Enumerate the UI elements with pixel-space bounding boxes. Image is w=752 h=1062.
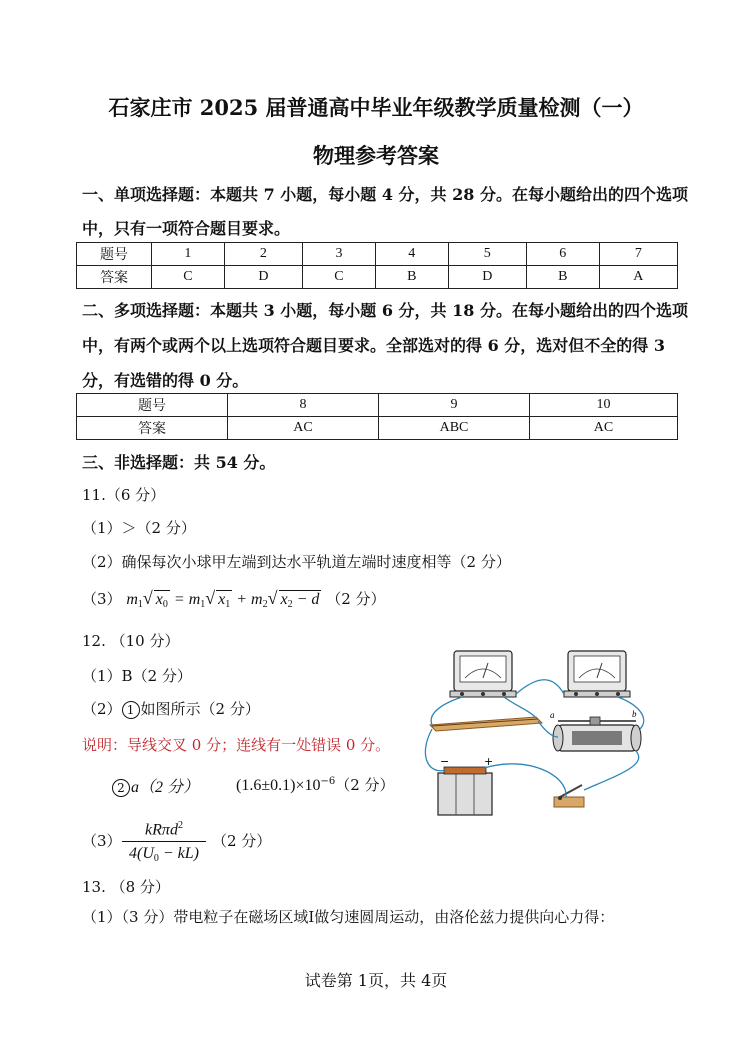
table-cell: 6 [526,243,599,266]
page-title: 石家庄市 2025 届普通高中毕业年级教学质量检测（一） [108,95,644,120]
table-cell: 2 [224,243,302,266]
table-cell: 1 [152,243,225,266]
table-cell: 9 [379,394,530,417]
q12-part2b-text: a（2 分） [131,779,200,796]
denominator-part-a: 4(U [128,845,154,863]
q12-fraction [122,820,206,864]
q11-part1: （1）＞（2 分） [82,519,196,537]
ammeter-icon [564,651,630,697]
q12-part2 [82,698,260,719]
numerator-text: kRπd [145,821,178,839]
table-cell: D [224,266,302,289]
table-header-cell: 答案 [77,266,152,289]
q11-part3-label: （3） [82,590,122,608]
circled-number: 2 [112,779,130,797]
table-header-cell: 题号 [77,394,228,417]
label-a: a [550,710,555,720]
table-cell: AC [530,417,678,440]
q12-value-exponent: −6 [320,776,336,787]
q12-note: 说明：导线交叉 0 分；连线有一处错误 0 分。 [82,736,391,754]
table-row [77,417,678,440]
rheostat-icon [550,709,641,751]
table-cell: A [599,266,677,289]
label-minus: − [440,755,450,768]
table-row [77,266,678,289]
label-b: b [632,709,637,719]
multi-choice-table [76,393,678,440]
section1-line2: 中，只有一项符合题目要求。 [82,219,291,238]
circuit-diagram [418,645,663,830]
table-cell: 5 [448,243,526,266]
switch-icon [554,785,584,807]
table-cell: ABC [379,417,530,440]
section2-line3: 分，有选错的得 0 分。 [82,371,249,390]
table-cell: D [448,266,526,289]
fraction-denominator [122,842,206,864]
q12-value-score: （2 分） [335,776,395,794]
table-header-cell: 答案 [77,417,228,440]
battery-icon [438,755,493,815]
q12-part2b-value [236,774,395,795]
q11-part3 [82,588,386,610]
q11-part3-score: （2 分） [326,590,386,608]
table-cell: 10 [530,394,678,417]
q11-heading: 11.（6 分） [82,486,166,504]
page-footer: 试卷第 1页，共 4页 [304,971,448,990]
q12-part2-label: （2） [82,700,122,718]
q12-part2b [112,774,199,797]
table-cell: 4 [375,243,448,266]
label-plus: + [484,755,494,768]
q12-part3-label: （3） [82,832,122,850]
table-cell: 3 [303,243,376,266]
table-cell: 8 [228,394,379,417]
q12-part3-score: （2 分） [212,832,272,850]
table-row [77,243,678,266]
numerator-exponent: 2 [177,820,183,831]
q13-part1: （1）（3 分）带电粒子在磁场区域Ⅰ做匀速圆周运动，由洛伦兹力提供向心力得： [82,908,615,926]
table-cell: 7 [599,243,677,266]
section3-heading: 三、非选择题：共 54 分。 [82,453,276,472]
fraction-numerator [122,820,206,842]
q12-heading: 12. （10 分） [82,632,180,650]
table-cell: C [152,266,225,289]
q12-part1: （1）B（2 分） [82,667,192,685]
q12-value: (1.6±0.1)×10 [236,777,321,794]
q11-formula: $m_1√$ $x_0 = m_1√$ $x_1 + m_2√$ $x_2 - d$ [126,588,320,610]
table-cell: AC [228,417,379,440]
denominator-subscript: 0 [153,853,159,865]
q11-part2: （2）确保每次小球甲左端到达水平轨道左端时速度相等（2 分） [82,553,511,571]
single-choice-table [76,242,678,289]
table-cell: B [375,266,448,289]
denominator-part-b: − kL) [158,845,199,863]
section2-line2: 中，有两个或两个以上选项符合题目要求。全部选对的得 6 分，选对但不全的得 3 [82,336,665,355]
table-cell: C [303,266,376,289]
page-subtitle: 物理参考答案 [313,143,439,168]
table-row [77,394,678,417]
section1-line1: 一、单项选择题：本题共 7 小题，每小题 4 分，共 28 分。在每小题给出的四个选项 [82,185,688,204]
circled-number: 1 [122,701,140,719]
table-header-cell: 题号 [77,243,152,266]
voltmeter-icon [450,651,516,697]
resistance-wire-board [430,717,542,731]
q13-heading: 13. （8 分） [82,878,170,896]
table-cell: B [526,266,599,289]
q12-part2-text: 如图所示（2 分） [140,700,260,718]
section2-line1: 二、多项选择题：本题共 3 小题，每小题 6 分，共 18 分。在每小题给出的四个选项 [82,301,688,320]
